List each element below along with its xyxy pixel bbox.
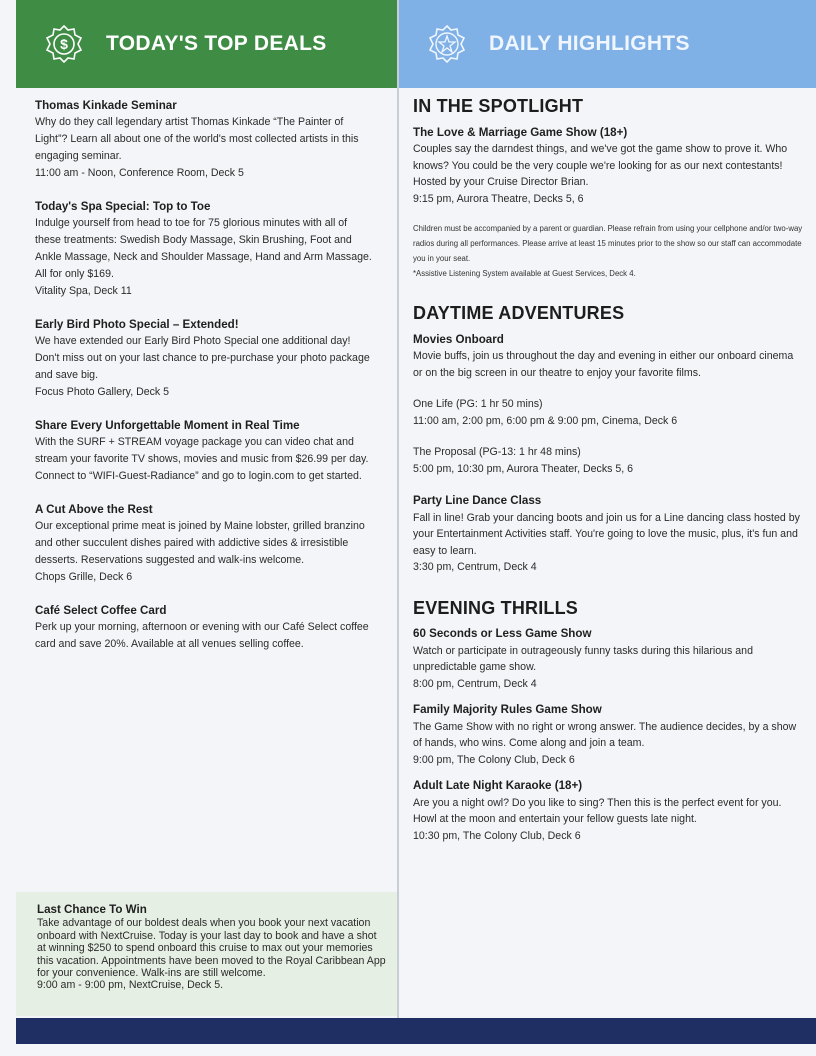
- spotlight-heading: IN THE SPOTLIGHT: [413, 96, 584, 116]
- event-title: The Love & Marriage Game Show (18+): [413, 125, 628, 139]
- deal-location: 11:00 am - Noon, Conference Room, Deck 5: [35, 167, 244, 179]
- event-title: 60 Seconds or Less Game Show: [413, 627, 592, 640]
- event-item: [413, 493, 803, 576]
- last-chance-title: Last Chance To Win: [37, 903, 147, 916]
- evening-heading: EVENING THRILLS: [413, 597, 579, 618]
- event-item: [413, 332, 803, 478]
- deal-item: [35, 198, 375, 300]
- event-title: Family Majority Rules Game Show: [413, 703, 602, 716]
- movie-times: 5:00 pm, 10:30 pm, Aurora Theater, Decks 5, 6: [413, 462, 634, 475]
- deal-title: Share Every Unforgettable Moment in Real Time: [35, 419, 300, 432]
- deal-item: [35, 97, 375, 182]
- svg-text:$: $: [60, 36, 68, 52]
- event-description: Watch or participate in outrageously funny tasks during this hilarious and unpredictable game show.: [413, 644, 753, 673]
- deal-item: [35, 316, 375, 401]
- deal-title: Thomas Kinkade Seminar: [35, 99, 177, 112]
- last-chance-box: [16, 892, 397, 1016]
- event-title: Movies Onboard: [413, 332, 504, 346]
- deal-title: Café Select Coffee Card: [35, 604, 167, 617]
- movie-listing: [413, 396, 803, 429]
- highlights-list: [413, 98, 803, 860]
- deal-title: A Cut Above the Rest: [35, 503, 153, 516]
- deal-description: Indulge yourself from head to toe for 75 glorious minutes with all of these treatments: Swedish Body Massage, Skin Brushing, Foot and Ankle Massage, Neck and Shoulder Massage, Hand and Arm Massage. All for only $169.: [35, 217, 372, 280]
- daily-highlights-header: [399, 0, 816, 88]
- deal-description: Why do they call legendary artist Thomas Kinkade “The Painter of Light”? Learn all about one of the world's most collected artists in this engaging seminar.: [35, 116, 359, 162]
- daytime-section: [413, 305, 803, 576]
- last-chance-location: 9:00 am - 9:00 pm, NextCruise, Deck 5.: [37, 979, 224, 992]
- event-description: Couples say the darndest things, and we've got the game show to prove it. Who knows? You could be the very couple we're looking for as our next contestants! Hosted by your Cruise Director Brian.: [413, 143, 788, 188]
- deal-description: We have extended our Early Bird Photo Special one additional day! Don't miss out on your last chance to pre-purchase your photo package and save big.: [35, 335, 370, 381]
- event-item: [413, 778, 803, 844]
- event-description: Are you a night owl? Do you like to sing? Then this is the perfect event for you. Howl at the moon and entertain your fellow guests late night.: [413, 796, 782, 825]
- deal-item: [35, 602, 375, 653]
- movie-name: One Life (PG: 1 hr 50 mins): [413, 398, 543, 410]
- event-description: Movie buffs, join us throughout the day and evening in either our onboard cinema or on the big screen in our theatre to enjoy your favorite films.: [413, 350, 794, 379]
- footer-bar: [16, 1018, 816, 1044]
- deal-item: [35, 501, 375, 586]
- deal-description: With the SURF + STREAM voyage package you can video chat and stream your favorite TV shows, movies and music from $26.99 per day. Connect to “WIFI-Guest-Radiance” and go to login.com to get started.: [35, 436, 369, 482]
- event-title: Party Line Dance Class: [413, 494, 542, 507]
- deal-location: Vitality Spa, Deck 11: [35, 285, 132, 297]
- evening-section: [413, 597, 803, 845]
- event-location: 9:00 pm, The Colony Club, Deck 6: [413, 753, 575, 766]
- deal-description: Perk up your morning, afternoon or evening with our Café Select coffee card and save 20%. Available at all venues selling coffee.: [35, 621, 369, 650]
- show-notice-text: Children must be accompanied by a parent or guardian. Please refrain from using your cellphone and/or two-way radios during all performances. Please arrive at least 15 minutes prior to the show so our staff can accommodate you in your seat.: [413, 224, 803, 263]
- event-location: 3:30 pm, Centrum, Deck 4: [413, 561, 537, 573]
- deal-title: Today's Spa Special: Top to Toe: [35, 200, 211, 213]
- event-description: The Game Show with no right or wrong answer. The audience decides, by a show of hands, who wins. Come along and join a team.: [413, 720, 797, 749]
- daily-highlights-title: DAILY HIGHLIGHTS: [489, 32, 690, 55]
- show-notice: [413, 221, 803, 281]
- last-chance-description: Take advantage of our boldest deals when you book your next vacation onboard with NextCruise. Today is your last day to book and have a shot at winning $250 to spend onboard this cruise to max out your memories this vacation. Appointments have been moved to the Royal Caribbean App for your convenience. Walk-ins are still welcome.: [37, 917, 386, 980]
- stars-badge-icon: [427, 24, 467, 64]
- movie-name: The Proposal (PG-13: 1 hr 48 mins): [413, 446, 581, 458]
- deal-description: Our exceptional prime meat is joined by Maine lobster, grilled branzino and other succulent dishes paired with addictive sides & irresistible desserts. Reservations suggested and walk-ins welcome.: [35, 520, 365, 566]
- event-title: Adult Late Night Karaoke (18+): [413, 779, 583, 792]
- event-description: Fall in line! Grab your dancing boots and join us for a Line dancing class hosted by your Entertainment Activities staff. You're going to love the music, plus, it's fun and easy to learn.: [413, 511, 800, 557]
- event-location: 10:30 pm, The Colony Club, Deck 6: [413, 829, 581, 842]
- deal-item: [35, 417, 375, 485]
- daytime-heading: DAYTIME ADVENTURES: [413, 303, 625, 323]
- column-divider: [397, 0, 399, 1018]
- event-item: [413, 125, 803, 208]
- top-deals-header: [16, 0, 397, 88]
- spotlight-section: [413, 98, 803, 281]
- deals-list: [35, 97, 375, 669]
- deal-title: Early Bird Photo Special – Extended!: [35, 318, 239, 331]
- deal-location: Chops Grille, Deck 6: [35, 571, 133, 583]
- assistive-listening-note: *Assistive Listening System available at Guest Services, Deck 4.: [413, 269, 636, 278]
- movie-listing: [413, 444, 803, 477]
- event-item: [413, 626, 803, 692]
- deal-location: Focus Photo Gallery, Deck 5: [35, 386, 170, 398]
- dollar-badge-icon: [44, 24, 84, 64]
- event-location: 9:15 pm, Aurora Theatre, Decks 5, 6: [413, 192, 584, 205]
- movie-times: 11:00 am, 2:00 pm, 6:00 pm & 9:00 pm, Cinema, Deck 6: [413, 414, 678, 427]
- top-deals-title: TODAY'S TOP DEALS: [106, 32, 327, 55]
- event-location: 8:00 pm, Centrum, Deck 4: [413, 677, 537, 690]
- event-item: [413, 702, 803, 768]
